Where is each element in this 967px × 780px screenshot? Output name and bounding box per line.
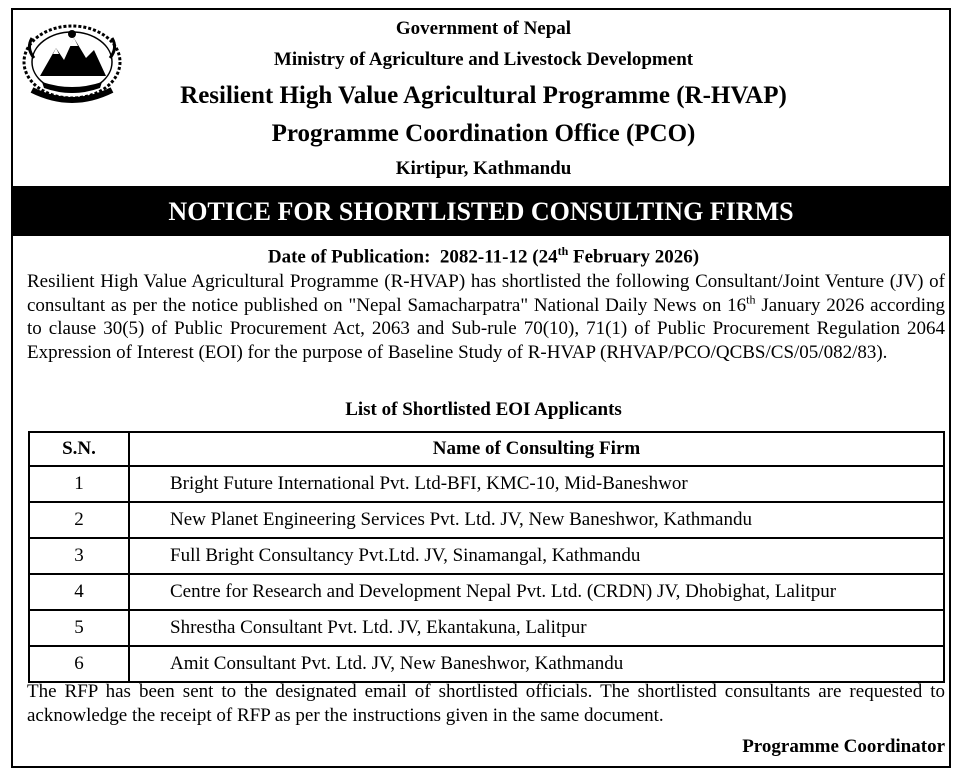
intro-sup: th <box>746 292 756 307</box>
row-sn: 1 <box>29 466 129 502</box>
row-sn: 5 <box>29 610 129 646</box>
table-row <box>29 646 944 682</box>
publication-date-nepali: 2082-11-12 <box>439 246 528 268</box>
table-header-row <box>29 432 944 466</box>
row-firm-name: New Planet Engineering Services Pvt. Ltd. JV, New Baneshwor, Kathmandu <box>129 502 944 538</box>
row-firm-name: Centre for Research and Development Nepal Pvt. Ltd. (CRDN) JV, Dhobighat, Lalitpur <box>129 574 944 610</box>
publication-date-open: (24 <box>532 246 558 268</box>
header-sn: S.N. <box>29 432 129 466</box>
table-row <box>29 574 944 610</box>
publication-label: Date of Publication: <box>267 246 431 268</box>
notice-title-banner: NOTICE FOR SHORTLISTED CONSULTING FIRMS <box>13 188 949 236</box>
row-firm-name: Full Bright Consultancy Pvt.Ltd. JV, Sinamangal, Kathmandu <box>129 538 944 574</box>
row-sn: 2 <box>29 502 129 538</box>
intro-part1: Resilient High Value Agricultural Programme (R-HVAP) has shortlisted the following Consultant/Joint Venture (JV) of consultant as per the notice published on "Nepal Samacharpatra" National Daily News on 16 <box>27 271 945 316</box>
office-heading: Programme Coordination Office (PCO) <box>271 120 696 147</box>
signature: Programme Coordinator <box>742 736 945 757</box>
publication-date-close: February 2026) <box>568 246 700 268</box>
table-row <box>29 538 944 574</box>
programme-heading: Resilient High Value Agricultural Programme (R-HVAP) <box>180 82 787 109</box>
table-row <box>29 610 944 646</box>
row-sn: 3 <box>29 538 129 574</box>
intro-paragraph <box>27 270 945 364</box>
government-heading: Government of Nepal <box>395 18 572 39</box>
footer-paragraph: The RFP has been sent to the designated email of shortlisted officials. The shortlisted consultants are requested to acknowledge the receipt of RFP as per the instructions given in the same document. <box>27 681 945 726</box>
shortlist-table <box>28 431 945 683</box>
table-row <box>29 466 944 502</box>
intro-part2: January 2026 according to clause 30(5) of Public Procurement Act, 2063 and Sub-rule 70(10), 71(1) of Public Procurement Regulation 2064 Expression of Interest (EOI) for the purpose of Baseline Study of R-HVAP (RHVAP/PCO/QCBS/CS/05/082/83). <box>27 294 945 363</box>
location-heading: Kirtipur, Kathmandu <box>395 158 572 179</box>
table-row <box>29 502 944 538</box>
ministry-heading: Ministry of Agriculture and Livestock Development <box>273 49 694 70</box>
publication-date-sup: th <box>557 244 569 258</box>
header-firm-name: Name of Consulting Firm <box>129 432 944 466</box>
row-firm-name: Amit Consultant Pvt. Ltd. JV, New Baneshwor, Kathmandu <box>129 646 944 682</box>
list-title: List of Shortlisted EOI Applicants <box>345 399 622 420</box>
row-firm-name: Bright Future International Pvt. Ltd-BFI, KMC-10, Mid-Baneshwor <box>129 466 944 502</box>
row-sn: 4 <box>29 574 129 610</box>
publication-date <box>0 244 967 268</box>
row-sn: 6 <box>29 646 129 682</box>
row-firm-name: Shrestha Consultant Pvt. Ltd. JV, Ekantakuna, Lalitpur <box>129 610 944 646</box>
